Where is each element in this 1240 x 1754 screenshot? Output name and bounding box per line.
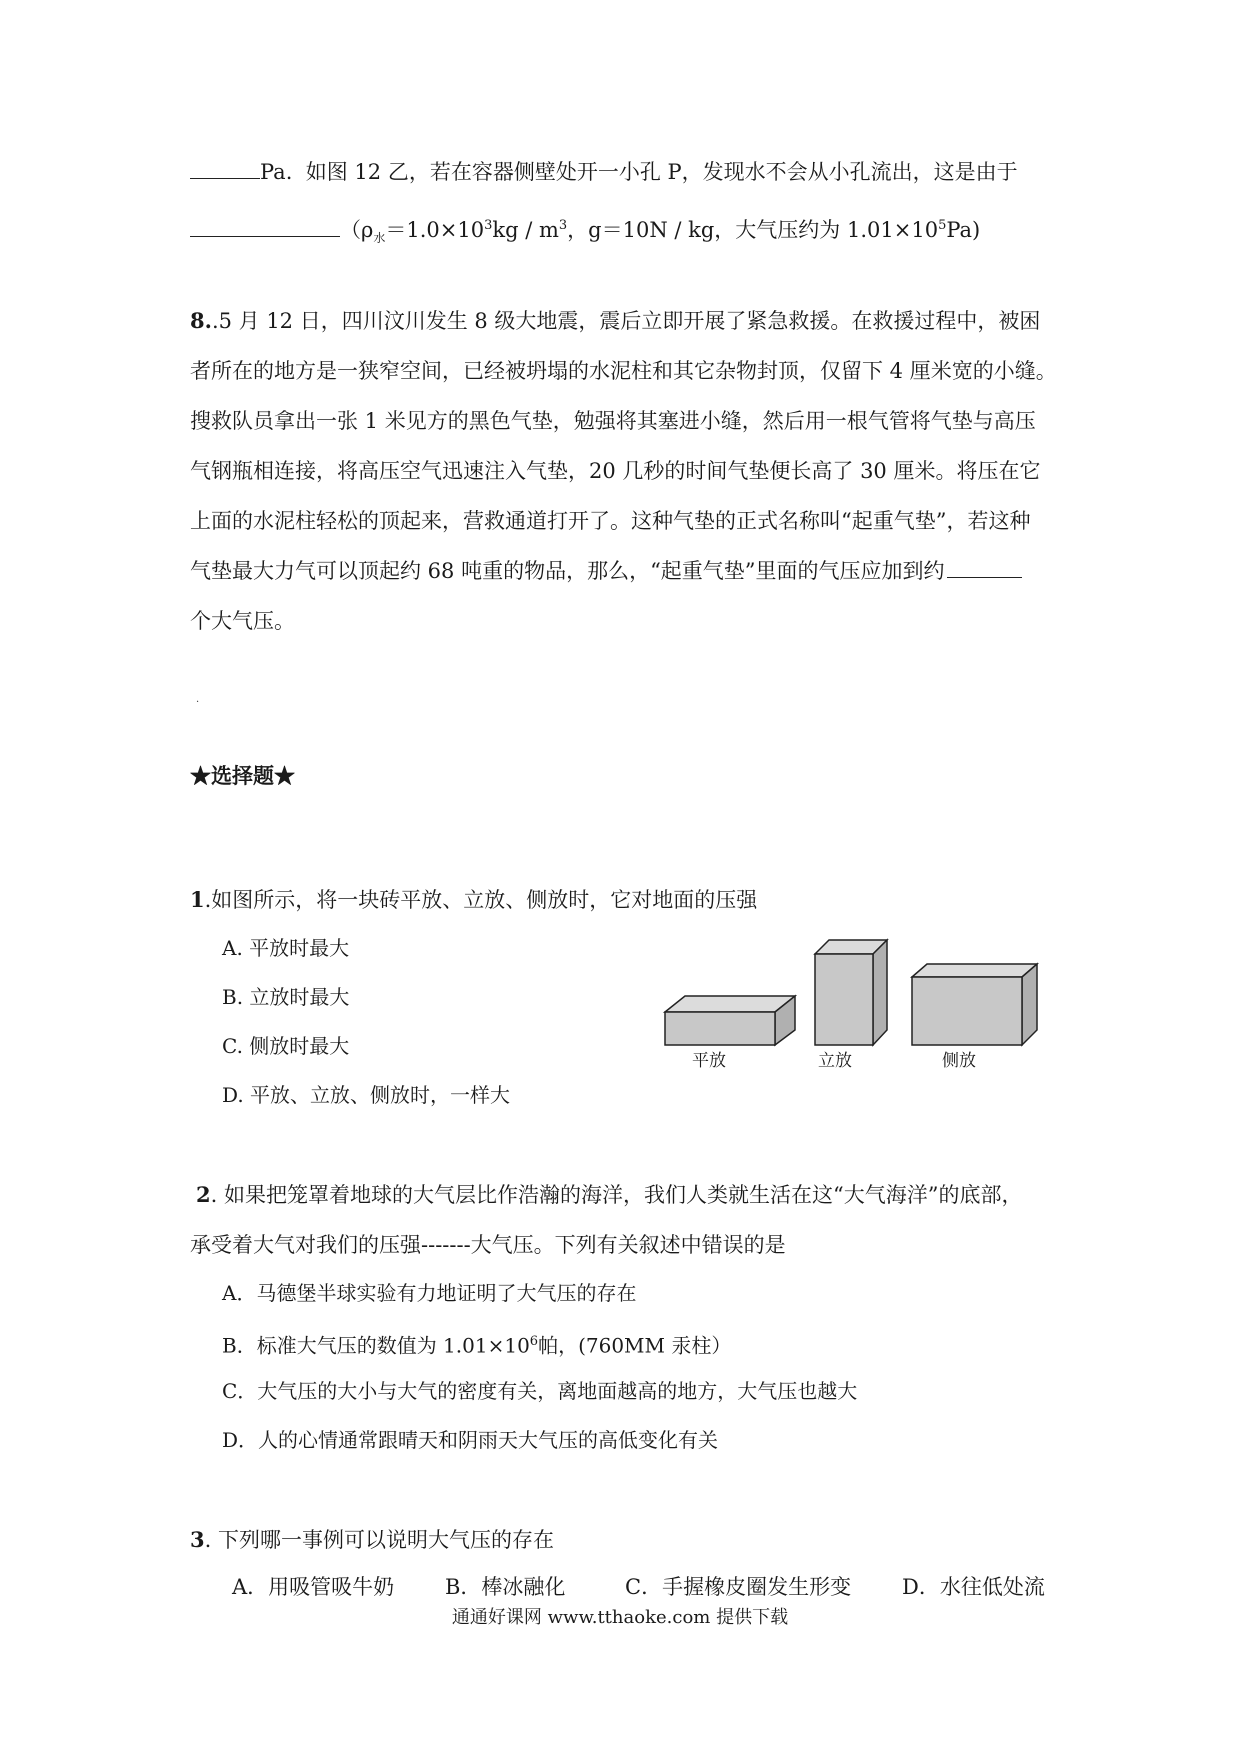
given-text: ＝1.0×10 [385,218,485,242]
q8-text: 气钢瓶相连接，将高压空气迅速注入气垫，20 几秒的时间气垫便长高了 30 厘米。将压在它 [190,459,1041,483]
q2-option-d: D．人的心情通常跟晴天和阴雨天大气压的高低变化有关 [222,1428,719,1452]
page-footer: 通通好课网 www.tthaoke.com 提供下载 [451,1607,789,1628]
given-text: kg / m [492,218,559,242]
q2-option-b-text: 帕，(760MM 汞柱） [538,1333,732,1358]
q8-line-1 [190,306,1040,336]
q8-text: 气垫最大力气可以顶起约 68 吨重的物品，那么，“起重气垫”里面的气压应加到约 [190,559,945,583]
top-line-1-text: 如图 12 乙，若在容器侧壁处开一小孔 P，发现水不会从小孔流出，这是由于 [305,160,1018,184]
q1-option-d: D. 平放、立放、侧放时，一样大 [222,1083,511,1107]
q8-text: 上面的水泥柱轻松的顶起来，营救通道打开了。这种气垫的正式名称叫“起重气垫”，若这种 [190,509,1031,533]
question-number: 3 [190,1527,205,1552]
q8-line-6 [190,556,1022,586]
q1-option-c: C. 侧放时最大 [222,1034,350,1058]
question-number: 8. [190,308,212,333]
unit-text: Pa. [260,160,293,184]
question-number: 2 [196,1182,211,1207]
top-line-1 [190,157,1018,187]
answer-blank [190,235,340,237]
q3-option-c: C．手握橡皮圈发生形变 [625,1575,852,1599]
q2-option-b [222,1327,731,1361]
answer-blank [190,177,260,179]
q1-stem-text: .如图所示，将一块砖平放、立放、侧放时，它对地面的压强 [204,888,758,912]
q2-stem-line-2: 承受着大气对我们的压强-------大气压。下列有关叙述中错误的是 [190,1233,786,1257]
figure-label-flat: 平放 [692,1051,726,1071]
section-title: ★选择题★ [190,763,295,788]
q1-option-b: B. 立放时最大 [222,985,350,1009]
q8-text: 者所在的地方是一狭窄空间，已经被坍塌的水泥柱和其它杂物封顶，仅留下 4 厘米宽的小缝。 [190,359,1057,383]
given-text: Pa) [946,218,981,242]
stray-dot: · [196,697,200,708]
q1-option-a: A. 平放时最大 [222,936,350,960]
superscript: 3 [484,218,493,233]
superscript: 3 [558,218,568,233]
q8-line-5 [190,506,1030,536]
q8-text: 搜救队员拿出一张 1 米见方的黑色气垫，勉强将其塞进小缝，然后用一根气管将气垫与高压 [190,409,1036,433]
q8-text: 个大气压。 [190,609,295,633]
q1-stem [190,885,757,915]
q3-stem-text: . 下列哪一事例可以说明大气压的存在 [204,1528,554,1552]
q3-stem [190,1525,554,1555]
q3-option-a: A．用吸管吸牛奶 [232,1575,395,1599]
question-number: 1 [190,887,205,912]
q8-line-2 [190,356,1057,386]
q8-text: .5 月 12 日，四川汶川发生 8 级大地震，震后立即开展了紧急救援。在救援过程中，被困 [211,309,1041,333]
q8-line-7 [190,606,295,636]
q3-option-d: D．水往低处流 [902,1575,1045,1599]
answer-blank [947,576,1022,578]
figure-label-upright: 立放 [818,1051,852,1071]
q3-option-b: B．棒冰融化 [445,1575,566,1599]
given-text: （ρ [340,218,374,242]
brick-side [912,964,1037,1045]
q8-line-4 [190,456,1040,486]
subscript-water: 水 [373,231,386,246]
given-text: ，g＝10N / kg，大气压约为 1.01×10 [567,218,939,242]
brick-upright [815,940,887,1045]
brick-flat [665,996,795,1045]
q2-option-c: C．大气压的大小与大气的密度有关，离地面越高的地方，大气压也越大 [222,1379,858,1403]
top-line-2 [190,211,980,253]
q8-line-3 [190,406,1036,436]
figure-label-side: 侧放 [942,1051,976,1071]
superscript: 6 [529,1334,539,1349]
q2-stem-text: . 如果把笼罩着地球的大气层比作浩瀚的海洋，我们人类就生活在这“大气海洋”的底部， [210,1183,1023,1207]
q2-option-a: A．马德堡半球实验有力地证明了大气压的存在 [222,1281,637,1305]
q2-stem-line-1 [196,1180,1022,1210]
q2-option-b-text: B．标准大气压的数值为 1.01×10 [222,1333,530,1358]
superscript: 5 [938,218,947,233]
